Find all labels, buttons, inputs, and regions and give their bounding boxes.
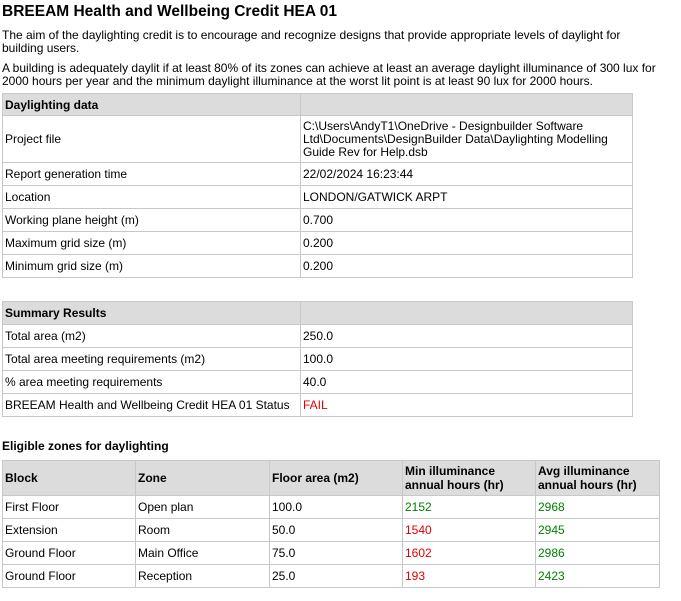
block-cell: Ground Floor xyxy=(3,565,136,588)
summary-results-table xyxy=(2,301,633,417)
column-header-avg-illuminance: Avg illuminance annual hours (hr) xyxy=(536,461,660,496)
status-value: FAIL xyxy=(301,394,633,417)
table-row xyxy=(3,519,660,542)
table-header-row xyxy=(3,94,633,116)
block-cell: Ground Floor xyxy=(3,542,136,565)
block-cell: Extension xyxy=(3,519,136,542)
criteria-paragraph: A building is adequately daylit if at least 80% of its zones can achieve at least an average daylight illuminance of 300 lux for 2000 hours per year and the minimum daylight illuminance at the worst lit point is at least 90 lux for 2000 hours. xyxy=(2,61,656,88)
area-cell: 100.0 xyxy=(270,496,403,519)
header-empty-cell xyxy=(301,94,633,116)
table-row xyxy=(3,348,633,371)
table-header-row xyxy=(3,461,660,496)
row-label: Project file xyxy=(3,116,301,163)
avg-hours-cell: 2986 xyxy=(536,542,660,565)
row-label: Total area meeting requirements (m2) xyxy=(3,348,301,371)
table-row xyxy=(3,565,660,588)
table-row xyxy=(3,163,633,186)
table-row xyxy=(3,496,660,519)
avg-hours-cell: 2945 xyxy=(536,519,660,542)
min-hours-cell: 1540 xyxy=(403,519,536,542)
avg-hours-cell: 2968 xyxy=(536,496,660,519)
project-file-path: C:\Users\AndyT1\OneDrive - Designbuilder Software Ltd\Documents\DesignBuilder Data\Daylighting Modelling Guide Rev for Help.dsb xyxy=(301,116,633,163)
row-label: BREEAM Health and Wellbeing Credit HEA 01 Status xyxy=(3,394,301,417)
zone-cell: Main Office xyxy=(136,542,270,565)
table-row xyxy=(3,325,633,348)
table-row xyxy=(3,232,633,255)
daylighting-data-table xyxy=(2,93,633,278)
row-value: 40.0 xyxy=(301,371,633,394)
table-header-row xyxy=(3,302,633,325)
row-label: Report generation time xyxy=(3,163,301,186)
eligible-zones-table xyxy=(2,460,660,588)
row-label: % area meeting requirements xyxy=(3,371,301,394)
row-value: 0.700 xyxy=(301,209,633,232)
area-cell: 75.0 xyxy=(270,542,403,565)
row-label: Minimum grid size (m) xyxy=(3,255,301,278)
row-value: 100.0 xyxy=(301,348,633,371)
row-value: LONDON/GATWICK ARPT xyxy=(301,186,633,209)
block-cell: First Floor xyxy=(3,496,136,519)
header-empty-cell xyxy=(301,302,633,325)
zone-cell: Reception xyxy=(136,565,270,588)
min-hours-cell: 2152 xyxy=(403,496,536,519)
row-value: 22/02/2024 16:23:44 xyxy=(301,163,633,186)
zone-cell: Open plan xyxy=(136,496,270,519)
row-label: Location xyxy=(3,186,301,209)
daylighting-data-header: Daylighting data xyxy=(3,94,301,116)
row-label: Total area (m2) xyxy=(3,325,301,348)
column-header-min-illuminance: Min illuminance annual hours (hr) xyxy=(403,461,536,496)
table-row xyxy=(3,116,633,163)
row-label: Working plane height (m) xyxy=(3,209,301,232)
row-value: 0.200 xyxy=(301,232,633,255)
table-row xyxy=(3,186,633,209)
min-hours-cell: 193 xyxy=(403,565,536,588)
area-cell: 25.0 xyxy=(270,565,403,588)
row-value: 0.200 xyxy=(301,255,633,278)
report-title: BREEAM Health and Wellbeing Credit HEA 01 xyxy=(2,3,338,20)
summary-results-header: Summary Results xyxy=(3,302,301,325)
column-header-floor-area: Floor area (m2) xyxy=(270,461,403,496)
avg-hours-cell: 2423 xyxy=(536,565,660,588)
table-row xyxy=(3,255,633,278)
column-header-block: Block xyxy=(3,461,136,496)
row-label: Maximum grid size (m) xyxy=(3,232,301,255)
min-hours-cell: 1602 xyxy=(403,542,536,565)
zones-heading: Eligible zones for daylighting xyxy=(2,439,169,453)
table-row xyxy=(3,542,660,565)
row-value: 250.0 xyxy=(301,325,633,348)
area-cell: 50.0 xyxy=(270,519,403,542)
zone-cell: Room xyxy=(136,519,270,542)
table-row xyxy=(3,394,633,417)
intro-paragraph: The aim of the daylighting credit is to encourage and recognize designs that provide appropriate levels of daylight for building users. xyxy=(2,28,621,55)
table-row xyxy=(3,371,633,394)
column-header-zone: Zone xyxy=(136,461,270,496)
table-row xyxy=(3,209,633,232)
